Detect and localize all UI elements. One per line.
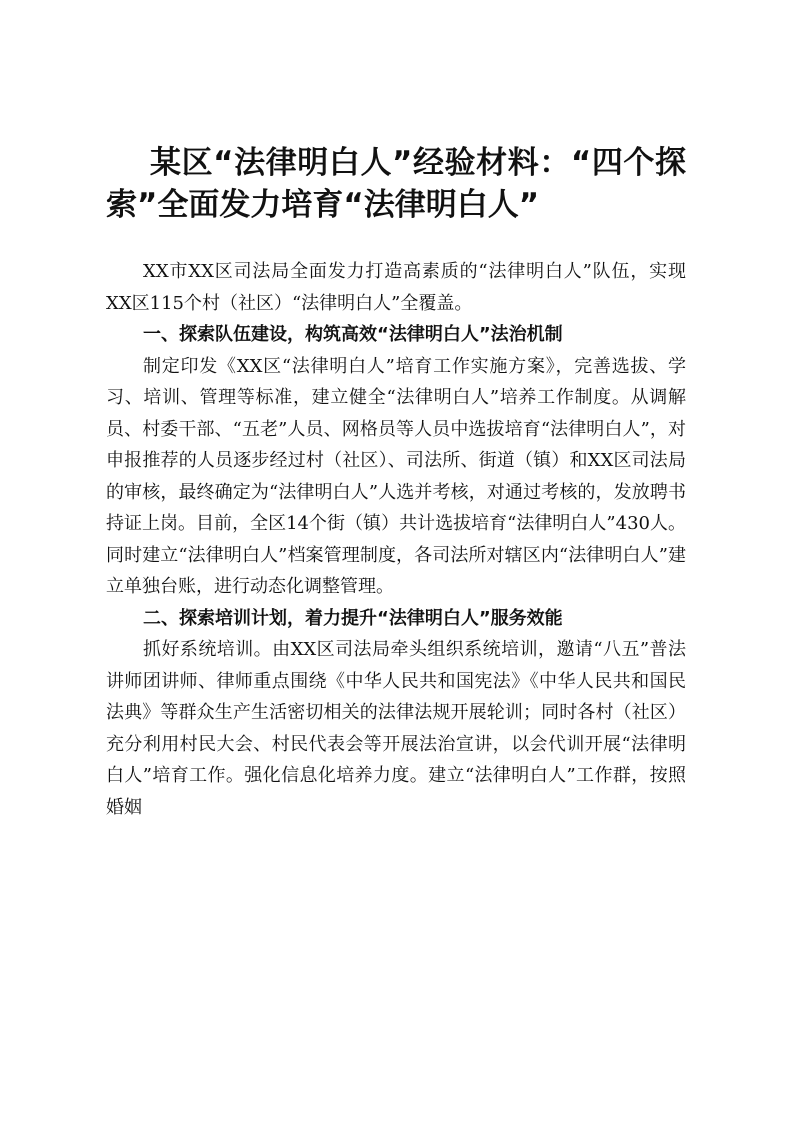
document-title: 某区“法律明白人”经验材料：“四个探索”全面发力培育“法律明白人” — [106, 145, 686, 223]
section-1-heading: 一、探索队伍建设，构筑高效“法律明白人”法治机制 — [143, 324, 563, 345]
document-page — [106, 142, 686, 823]
intro-paragraph: XX市XX区司法局全面发力打造高素质的“法律明白人”队伍，实现XX区115个村（社区）“法律明白人”全覆盖。 — [106, 261, 686, 314]
section-2-heading: 二、探索培训计划，着力提升“法律明白人”服务效能 — [143, 607, 563, 629]
section-2-paragraph: 抓好系统培训。由XX区司法局牵头组织系统培训，邀请“八五”普法讲师团讲师、律师重点围绕《中华人民共和国宪法》《中华人民共和国民法典》等群众生产生活密切相关的法律法规开展轮训；同时各村（社区）充分利用村民大会、村民代表会等开展法治宣讲，以会代训开展“法律明白人”培育工作。强化信息化培养力度。建立“法律明白人”工作群，按照婚姻 — [106, 639, 686, 818]
document-body — [106, 256, 686, 823]
section-1-paragraph: 制定印发《XX区“法律明白人”培育工作实施方案》，完善选拔、学习、培训、管理等标准，建立健全“法律明白人”培养工作制度。从调解员、村委干部、“五老”人员、网格员等人员中选拔培育“法律明白人”，对申报推荐的人员逐步经过村（社区）、司法所、街道（镇）和XX区司法局的审核，最终确定为“法律明白人”人选并考核，对通过考核的，发放聘书持证上岗。目前，全区14个街（镇）共计选拔培育“法律明白人”430人。同时建立“法律明白人”档案管理制度，各司法所对辖区内“法律明白人”建立单独台账，进行动态化调整管理。 — [106, 355, 686, 597]
